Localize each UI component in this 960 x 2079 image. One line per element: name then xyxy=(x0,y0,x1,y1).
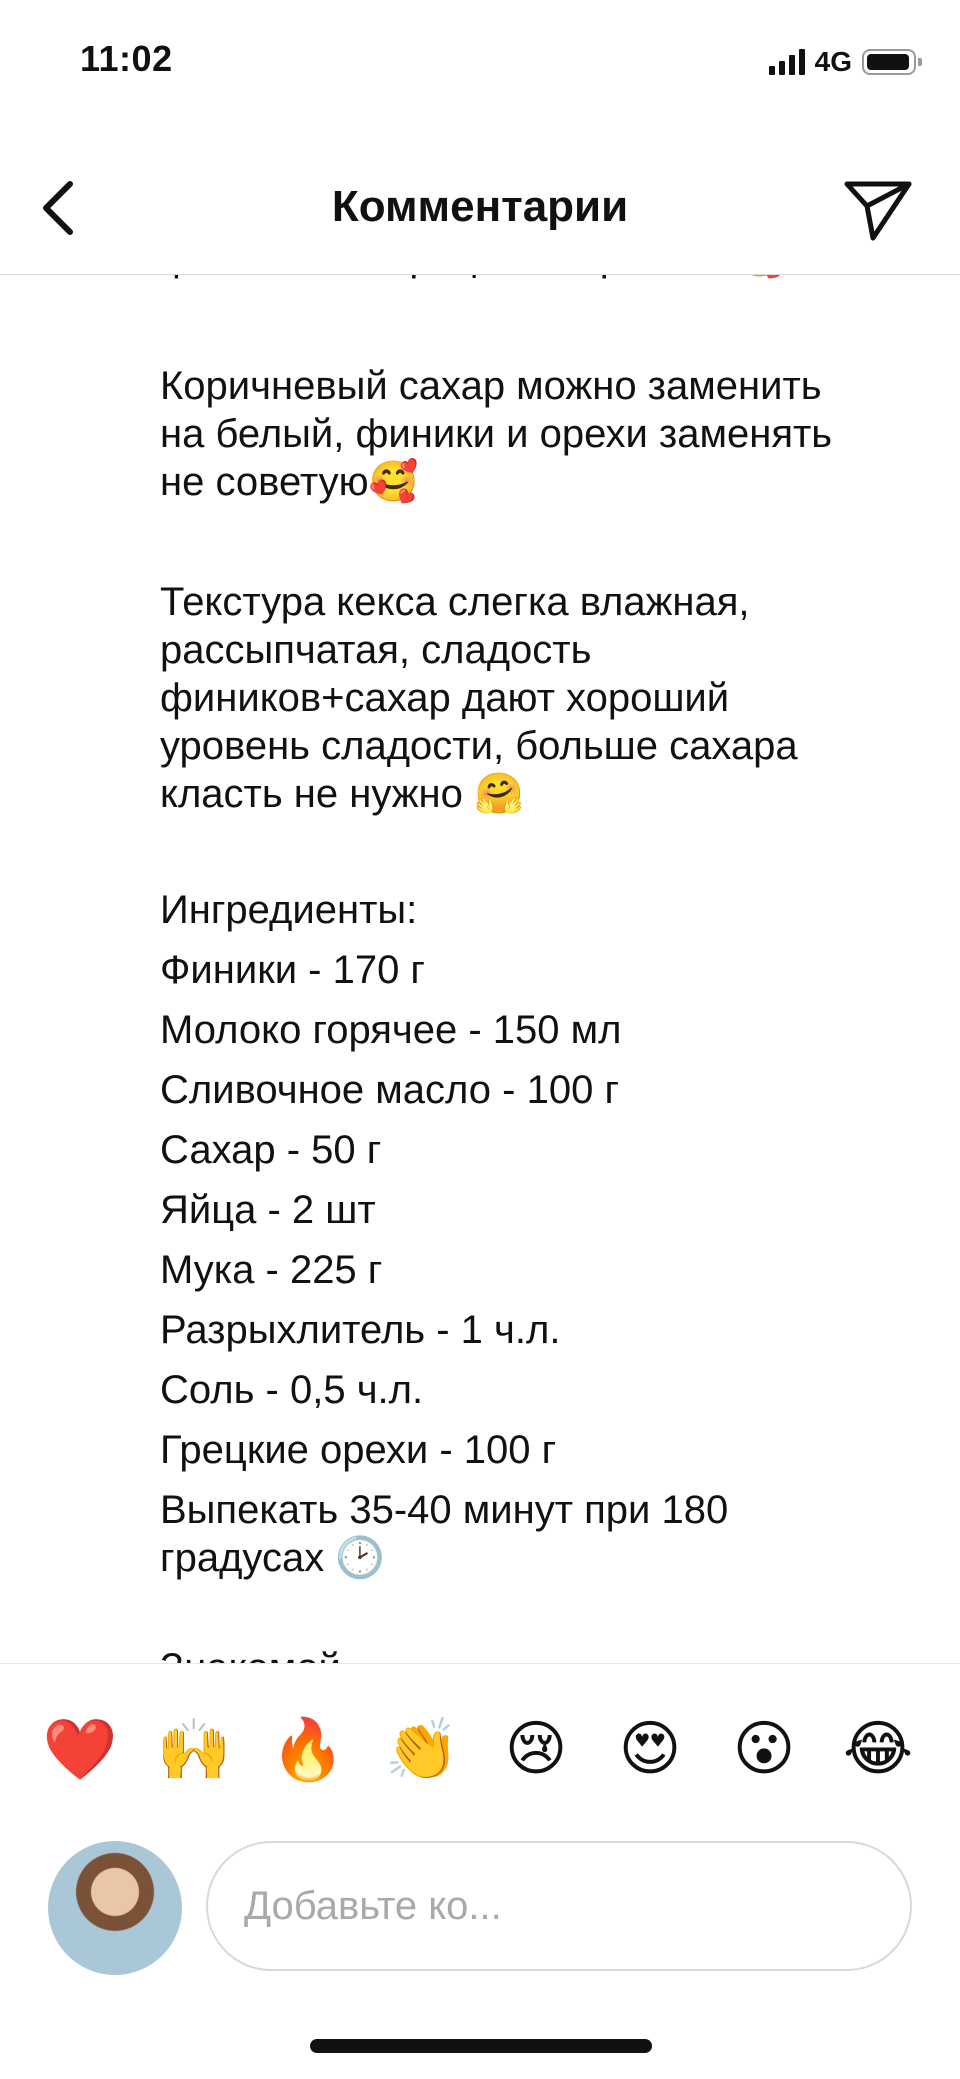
reaction-surprised[interactable]: 😮 xyxy=(732,1714,796,1784)
ingredient-item: Разрыхлитель - 1 ч.л. xyxy=(160,1308,561,1352)
status-indicators xyxy=(769,44,916,80)
reaction-fire[interactable]: 🔥 xyxy=(270,1714,346,1785)
reaction-raised-hands[interactable]: 🙌 xyxy=(156,1714,232,1785)
status-bar xyxy=(0,0,960,120)
ingredients-heading: Ингредиенты: xyxy=(160,888,418,932)
baking-instruction: градусах 🕑 xyxy=(160,1536,386,1580)
reaction-heart[interactable]: ❤️ xyxy=(42,1714,118,1785)
comment-text: фиников+сахар дают хороший xyxy=(160,676,730,720)
baking-instruction: Выпекать 35-40 минут при 180 xyxy=(160,1488,729,1532)
ingredient-item: Сахар - 50 г xyxy=(160,1128,382,1172)
cellular-signal-icon xyxy=(769,49,805,75)
reaction-tears-of-joy[interactable]: 😂 xyxy=(842,1714,914,1784)
ingredient-item: Мука - 225 г xyxy=(160,1248,383,1292)
comment-text: не советую🥰 xyxy=(160,460,419,504)
comment-text: класть не нужно 🤗 xyxy=(160,772,524,816)
reaction-crying[interactable]: 😢 xyxy=(504,1714,568,1784)
network-type: 4G xyxy=(814,46,852,77)
quick-reactions-bar xyxy=(0,1663,960,1824)
comment-input[interactable] xyxy=(206,1841,912,1971)
paper-plane-icon xyxy=(843,178,913,242)
reaction-clap[interactable]: 👏 xyxy=(384,1714,460,1785)
battery-icon xyxy=(862,49,916,75)
status-time: 11:02 xyxy=(80,38,173,79)
ingredients-list xyxy=(160,880,900,1582)
comments-header xyxy=(0,160,960,275)
home-indicator[interactable] xyxy=(310,2039,652,2053)
share-button[interactable] xyxy=(836,168,920,252)
ingredient-item: Соль - 0,5 ч.л. xyxy=(160,1368,424,1412)
comment-text: Текстура кекса слегка влажная, xyxy=(160,580,750,624)
comment-text: уровень сладости, больше сахара xyxy=(160,724,798,768)
comment-input-placeholder: Добавьте ко... xyxy=(244,1883,502,1928)
ingredient-item: Сливочное масло - 100 г xyxy=(160,1068,620,1112)
comment-body xyxy=(0,240,960,1662)
comment-text: на белый, финики и орехи заменять xyxy=(160,412,833,456)
comment-text: рассыпчатая, сладость xyxy=(160,628,592,672)
ingredient-item: Молоко горячее - 150 мл xyxy=(160,1008,622,1052)
page-title: Комментарии xyxy=(331,182,629,231)
ingredient-item: Яйца - 2 шт xyxy=(160,1188,376,1232)
comment-composer xyxy=(0,1823,960,2079)
reaction-heart-eyes[interactable]: 😍 xyxy=(618,1714,682,1784)
ingredient-item: Финики - 170 г xyxy=(160,948,426,992)
comment-paragraph xyxy=(160,578,900,818)
avatar xyxy=(48,1841,182,1975)
ingredient-item: Грецкие орехи - 100 г xyxy=(160,1428,557,1472)
comment-paragraph xyxy=(160,362,900,506)
comment-text: Коричневый сахар можно заменить xyxy=(160,364,822,408)
